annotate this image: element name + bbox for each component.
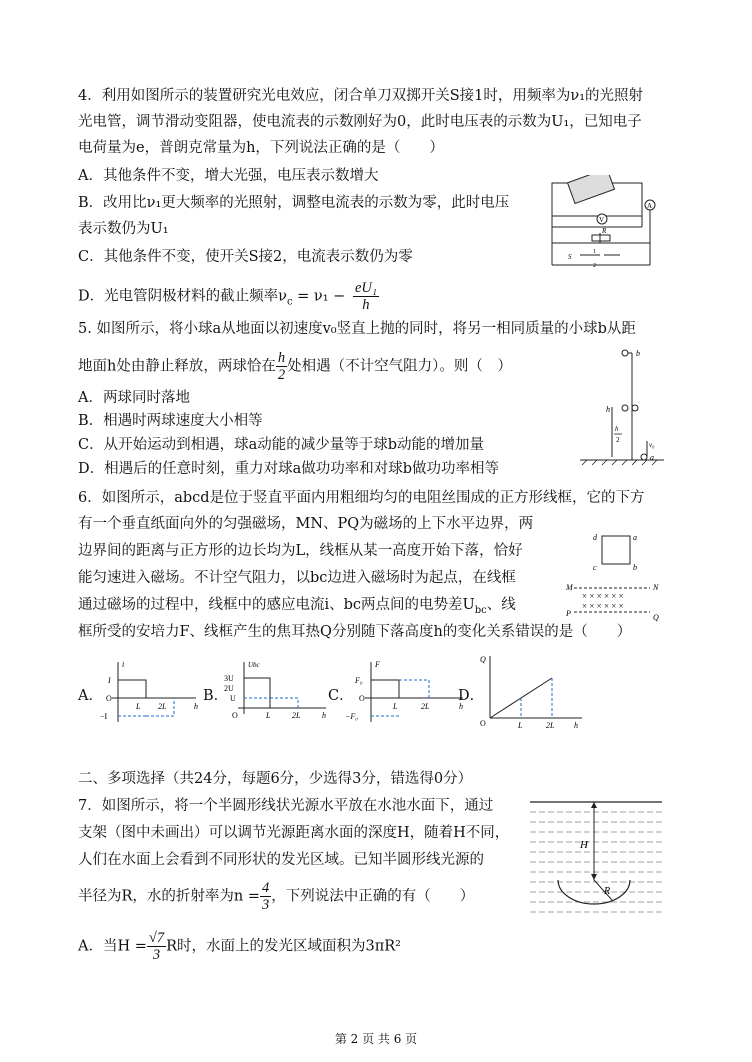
q6-graph-c-tick-y2: O bbox=[359, 694, 365, 703]
q6-stem-line5-suffix: 、线 bbox=[486, 597, 516, 613]
q7-fraction-numerator: 4 bbox=[262, 880, 270, 896]
q6-graph-a-letter: A． bbox=[78, 688, 103, 704]
q7-option-a-denominator: 3 bbox=[152, 947, 161, 963]
svg-text:V: V bbox=[599, 216, 605, 224]
q5-label-v0: v₀ bbox=[649, 441, 655, 449]
q6-stem-line1: 6．如图所示，abcd是位于竖直平面内用粗细均匀的电阻丝围成的正方形线框，它的下方 bbox=[78, 490, 645, 506]
q7-stem-line4 bbox=[78, 880, 474, 913]
q6-graph-d-tick-x1: L bbox=[518, 721, 523, 730]
q5-label-2: 2 bbox=[616, 436, 620, 444]
q6-graph-d bbox=[474, 652, 586, 730]
q7-stem-line2: 支架（图中未画出）可以调节光源距离水面的深度H，随着H不同， bbox=[78, 825, 510, 841]
q4-circuit-figure bbox=[540, 175, 660, 275]
q6-label-c: c bbox=[593, 563, 597, 572]
q7-stem-line3: 人们在水面上会看到不同形状的发光区域。已知半圆形线光源的 bbox=[78, 852, 484, 868]
q4-option-d-denominator: h bbox=[362, 297, 370, 313]
q6-graph-c-tick-x2: 2L bbox=[421, 702, 430, 711]
q5-stem-line2-prefix: 地面h处由静止释放，两球恰在 bbox=[78, 358, 276, 375]
q6-label-M: M bbox=[566, 583, 573, 592]
q4-option-b-line2: 表示数仍为U₁ bbox=[78, 221, 169, 237]
q6-graph-b-tick-y2: 2U bbox=[224, 684, 234, 693]
svg-text:S: S bbox=[568, 253, 572, 261]
q6-graph-a-tick-y1: I bbox=[108, 676, 111, 685]
q4-option-d-fraction bbox=[353, 280, 379, 313]
q7-fraction-denominator: 3 bbox=[262, 897, 270, 913]
q6-graph-b-tick-x2: 2L bbox=[292, 711, 301, 720]
q7-label-R: R bbox=[604, 886, 611, 897]
q6-graph-a-tick-x2: 2L bbox=[158, 702, 167, 711]
q6-graph-d-tick-y1: O bbox=[480, 719, 486, 728]
q7-label-H: H bbox=[580, 839, 588, 851]
q4-stem-line1: 4．利用如图所示的装置研究光电效应，闭合单刀双掷开关S接1时，用频率为ν₁的光照射 bbox=[78, 88, 644, 104]
q6-graph-c-tick-x3: h bbox=[459, 702, 463, 711]
q6-graph-b-letter: B． bbox=[203, 688, 229, 704]
q4-option-d-mid: = ν₁ − bbox=[292, 288, 346, 305]
q7-option-a-numerator: √7 bbox=[148, 930, 165, 946]
q6-stem-line3: 边界间的距离与正方形的边长均为L，线框从某一高度开始下落，恰好 bbox=[78, 543, 523, 559]
q4-option-d-sub: c bbox=[286, 296, 293, 308]
q6-graph-b bbox=[218, 658, 330, 724]
q4-stem-line2: 光电管，调节滑动变阻器，使电流表的示数刚好为0，此时电压表的示数为U₁，已知电子 bbox=[78, 114, 642, 130]
q6-label-N: N bbox=[653, 583, 659, 592]
q6-graph-a-ylabel: i bbox=[122, 660, 125, 669]
q5-stem-line2 bbox=[78, 350, 512, 383]
q5-option-b: B．相遇时两球速度大小相等 bbox=[78, 413, 263, 429]
q6-stem-line5 bbox=[78, 594, 516, 622]
q5-label-b: b bbox=[636, 349, 640, 358]
q6-graph-a-tick-y3: −I bbox=[100, 712, 108, 721]
q6-graph-a-tick-x3: h bbox=[194, 702, 198, 711]
q5-label-a: a bbox=[650, 453, 654, 462]
q6-graph-a-tick-y2: O bbox=[106, 694, 112, 703]
svg-text:A: A bbox=[647, 202, 653, 210]
q5-option-c: C．从开始运动到相遇，球a动能的减少量等于球b动能的增加量 bbox=[78, 437, 485, 453]
q6-graph-d-letter: D． bbox=[458, 688, 485, 704]
q6-stem-line5-sub: bc bbox=[474, 604, 487, 616]
q4-option-a: A．其他条件不变，增大光强，电压表示数增大 bbox=[78, 168, 379, 184]
q6-graph-b-tick-x3: h bbox=[322, 711, 326, 720]
q5-fraction bbox=[276, 350, 287, 383]
q6-graph-c-tick-y3: −F₀ bbox=[345, 712, 359, 721]
section-2-heading: 二、多项选择（共24分，每题6分，少选得3分，错选得0分） bbox=[78, 771, 473, 787]
svg-text:1: 1 bbox=[593, 249, 596, 255]
q6-graph-d-tick-x2: 2L bbox=[546, 721, 555, 730]
q7-option-a-prefix: A．当H = bbox=[78, 938, 147, 955]
q5-label-h: h bbox=[606, 405, 610, 414]
q6-graph-d-ylabel: Q bbox=[480, 655, 486, 664]
svg-text:× × × × × ×: × × × × × × bbox=[582, 591, 624, 601]
svg-text:R: R bbox=[602, 227, 607, 235]
q4-stem-line3: 电荷量为e，普朗克常量为h，下列说法正确的是（ ） bbox=[78, 140, 444, 156]
q5-fraction-denominator: 2 bbox=[277, 367, 286, 383]
q7-option-a bbox=[78, 930, 401, 963]
q7-figure bbox=[528, 796, 664, 918]
svg-text:2: 2 bbox=[593, 263, 596, 269]
q6-graph-a bbox=[96, 658, 200, 724]
q6-graph-b-tick-y1: 3U bbox=[224, 674, 234, 683]
q6-graph-b-ylabel: Ubc bbox=[248, 661, 260, 669]
q6-stem-line5-prefix: 通过磁场的过程中，线框中的感应电流i、bc两点间的电势差U bbox=[78, 597, 475, 613]
page-footer: 第 2 页 共 6 页 bbox=[334, 1032, 418, 1046]
q7-fraction bbox=[260, 880, 271, 913]
q4-option-d bbox=[78, 280, 379, 313]
q7-stem-line4-prefix: 半径为R，水的折射率为n = bbox=[78, 888, 261, 905]
q5-option-d: D．相遇后的任意时刻，重力对球a做功功率和对球b做功功率相等 bbox=[78, 461, 500, 477]
q6-stem-line4: 能匀速进入磁场。不计空气阻力，以bc边进入磁场时为起点，在线框 bbox=[78, 570, 516, 586]
q6-graph-d-tick-x3: h bbox=[574, 721, 578, 730]
q6-graph-a-tick-x1: L bbox=[136, 702, 141, 711]
q4-option-d-prefix: D．光电管阴极材料的截止频率ν bbox=[78, 288, 287, 305]
q5-figure bbox=[572, 345, 672, 475]
q5-stem-line1: 5. 如图所示，将小球a从地面以初速度v₀竖直上抛的同时，将另一相同质量的小球b从距 bbox=[78, 321, 636, 337]
q6-label-P: P bbox=[566, 609, 571, 618]
q4-option-d-numerator: eU₁ bbox=[354, 280, 377, 296]
q7-stem-line1: 7．如图所示，将一个半圆形线状光源水平放在水池水面下，通过 bbox=[78, 798, 494, 814]
q4-option-b-line1: B．改用比ν₁更大频率的光照射，调整电流表的示数为零，此时电压 bbox=[78, 195, 510, 211]
q7-stem-line4-suffix: ，下列说法中正确的有（ ） bbox=[271, 888, 475, 905]
q7-option-a-suffix: R时，水面上的发光区域面积为3πR² bbox=[166, 938, 401, 955]
q6-label-d: d bbox=[593, 533, 597, 542]
q6-graph-c-tick-x1: L bbox=[393, 702, 398, 711]
q6-graph-b-tick-y4: O bbox=[232, 711, 238, 720]
q6-label-b: b bbox=[633, 563, 637, 572]
q6-graph-c-letter: C． bbox=[328, 688, 354, 704]
svg-text:× × × × × ×: × × × × × × bbox=[582, 601, 624, 611]
q6-graph-b-tick-y3: U bbox=[230, 694, 236, 703]
q7-option-a-fraction bbox=[147, 930, 166, 963]
q6-label-a: a bbox=[633, 533, 637, 542]
q6-stem-line6: 框所受的安培力F、线框产生的焦耳热Q分别随下落高度h的变化关系错误的是（ ） bbox=[78, 624, 632, 640]
q5-label-h-half: h bbox=[615, 425, 619, 433]
q6-graph-c-ylabel: F bbox=[375, 660, 380, 669]
q6-label-Q: Q bbox=[653, 613, 659, 622]
q6-graph-c bbox=[343, 658, 467, 724]
q6-graph-c-tick-y1: F₀ bbox=[355, 676, 363, 685]
q6-graph-b-tick-x1: L bbox=[266, 711, 271, 720]
q6-stem-line2: 有一个垂直纸面向外的匀强磁场，MN、PQ为磁场的上下水平边界，两 bbox=[78, 516, 534, 532]
q4-option-c: C．其他条件不变，使开关S接2，电流表示数仍为零 bbox=[78, 249, 413, 265]
q5-stem-line2-suffix: 处相遇（不计空气阻力）。则（ ） bbox=[287, 358, 512, 375]
q5-fraction-numerator: h bbox=[277, 350, 286, 366]
q5-option-a: A．两球同时落地 bbox=[78, 390, 190, 406]
q6-figure bbox=[560, 528, 670, 623]
